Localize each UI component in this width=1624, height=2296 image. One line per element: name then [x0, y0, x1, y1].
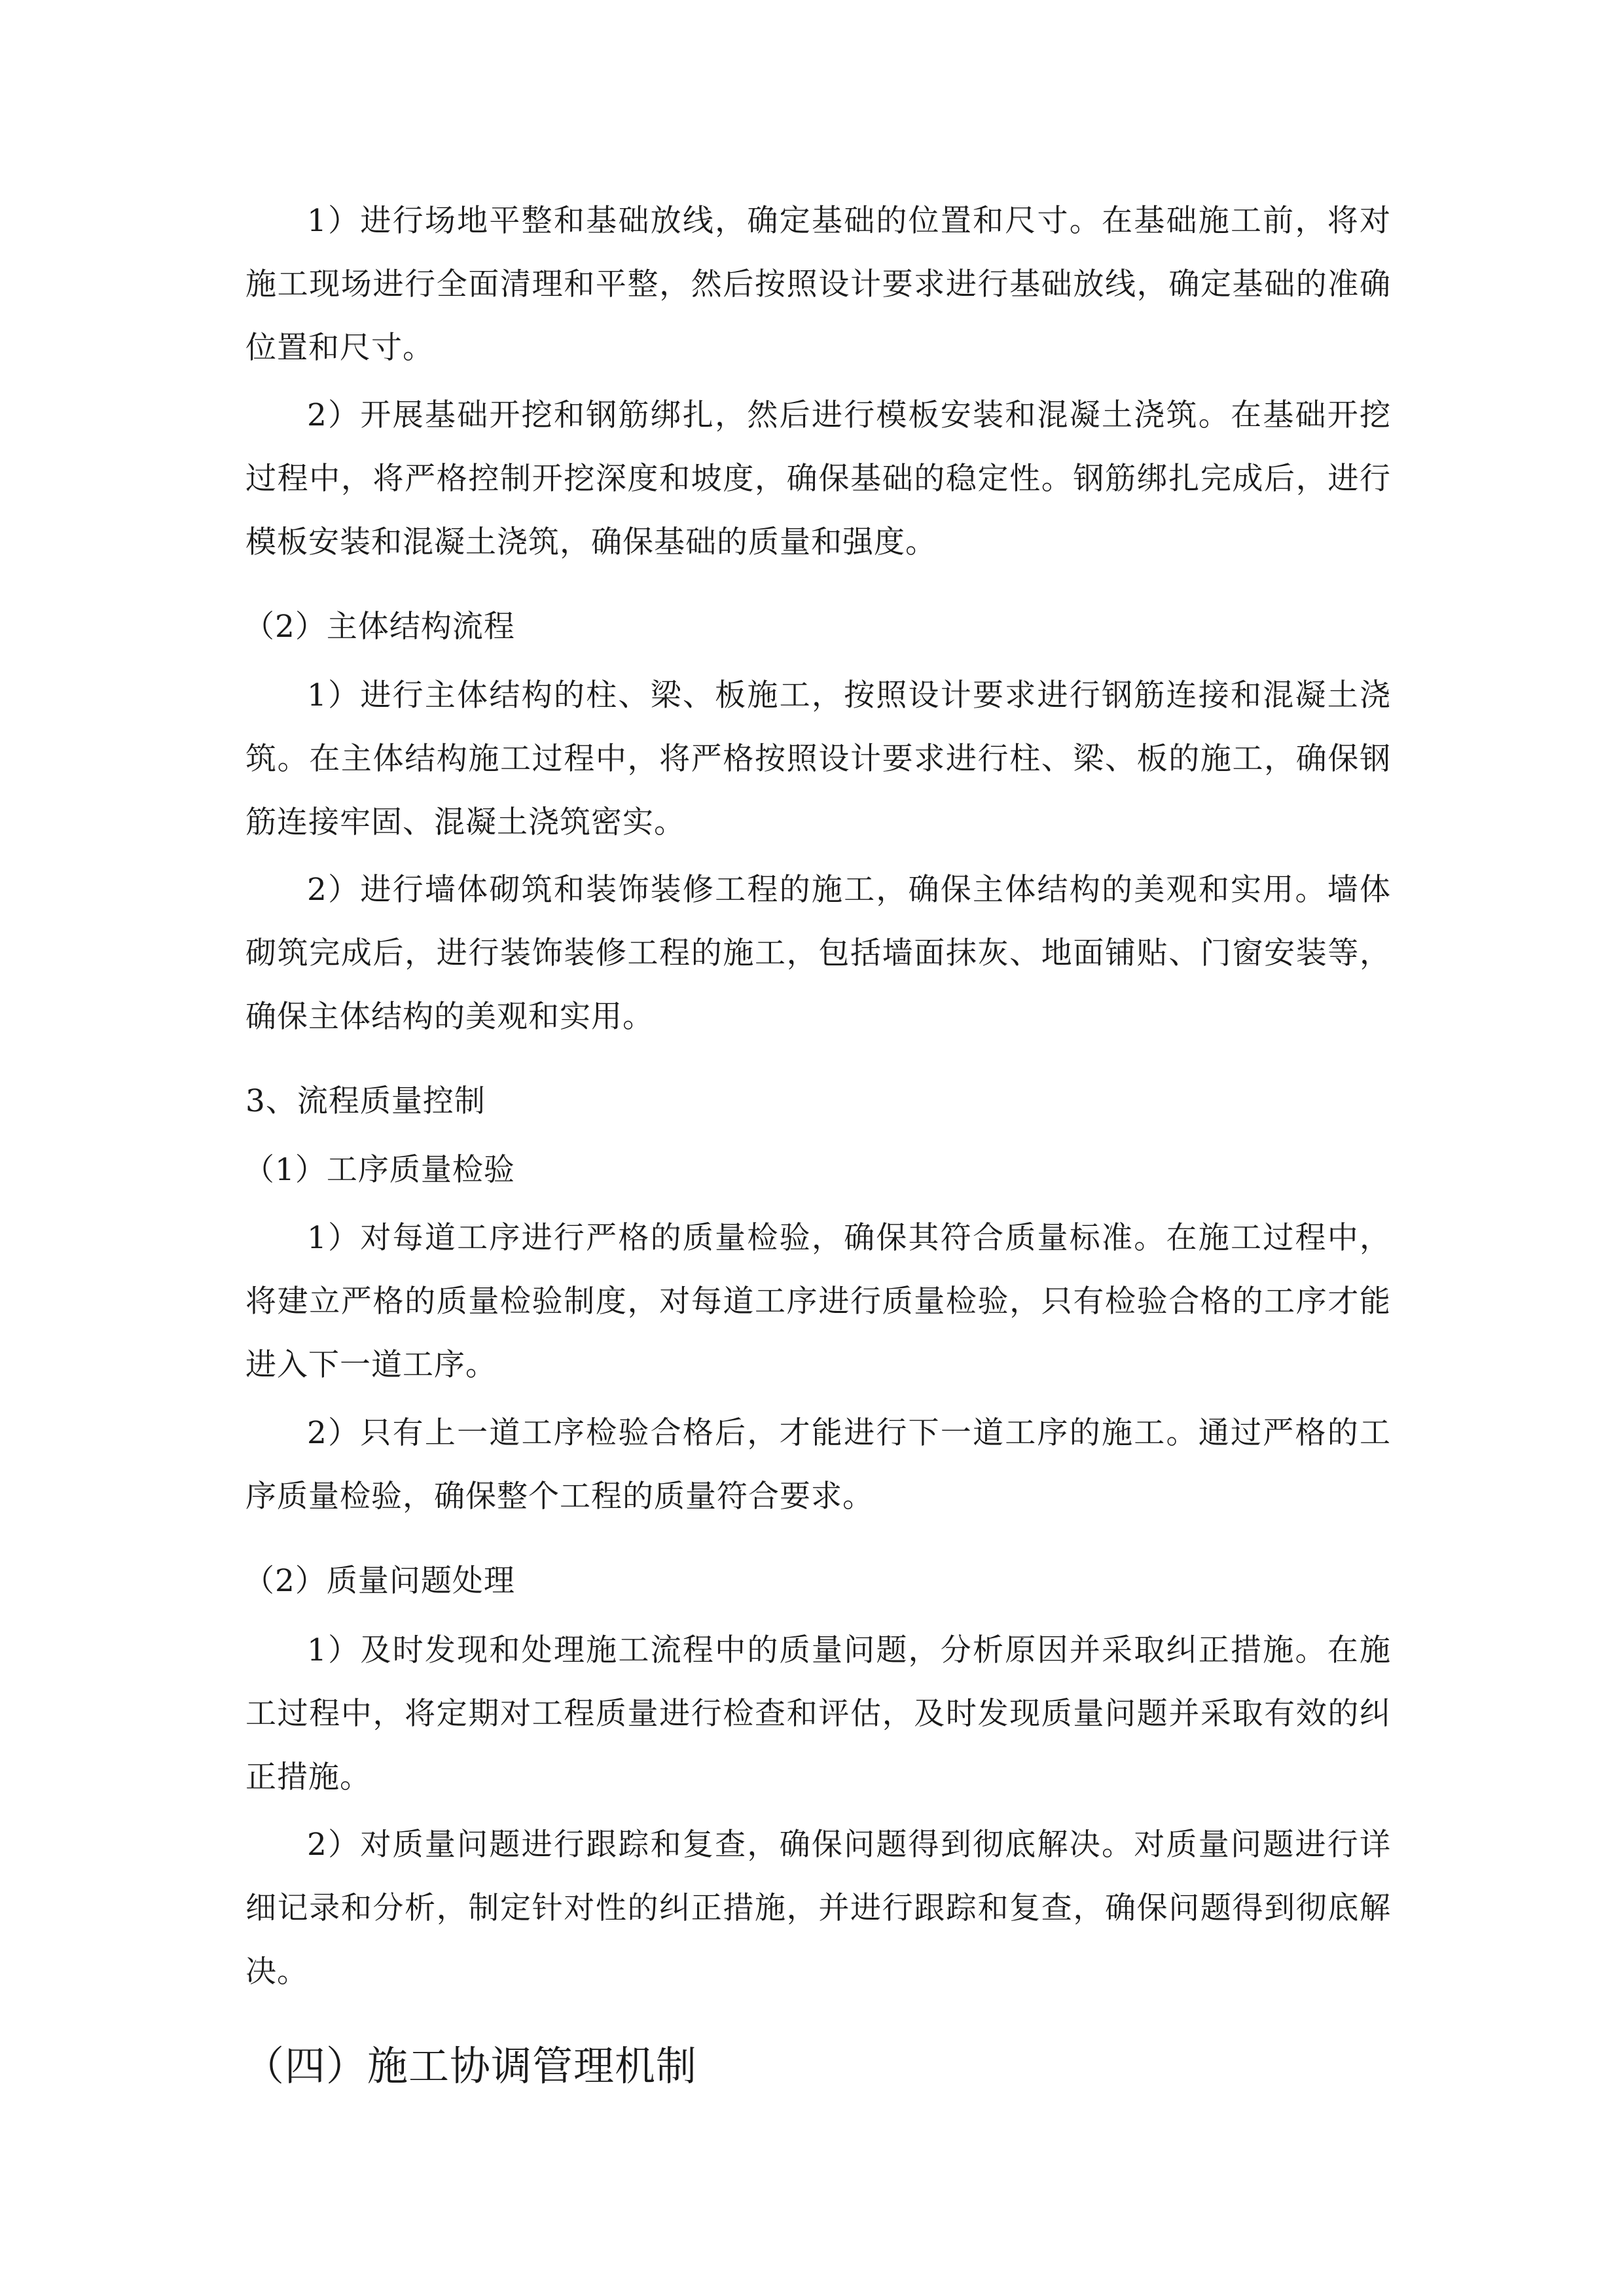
quality-control-heading: 3、流程质量控制 — [245, 1083, 486, 1119]
next-chapter-heading: （四）施工协调管理机制 — [244, 2042, 698, 2090]
issues-step-1: 1）及时发现和处理施工流程中的质量问题，分析原因并采取纠正措施。在施工过程中，将定期对工程质量进行检查和评估，及时发现质量问题并采取有效的纠正措施。 — [245, 1632, 1391, 1795]
foundation-step-1: 1）进行场地平整和基础放线，确定基础的位置和尺寸。在基础施工前，将对施工现场进行全面清理和平整，然后按照设计要求进行基础放线，确定基础的准确位置和尺寸。 — [245, 203, 1391, 366]
foundation-step-2: 2）开展基础开挖和钢筋绑扎，然后进行模板安装和混凝土浇筑。在基础开挖过程中，将严格控制开挖深度和坡度，确保基础的稳定性。钢筋绑扎完成后，进行模板安装和混凝土浇筑，确保基础的质量和强度。 — [245, 397, 1391, 560]
main-structure-step-1: 1）进行主体结构的柱、梁、板施工，按照设计要求进行钢筋连接和混凝土浇筑。在主体结构施工过程中，将严格按照设计要求进行柱、梁、板的施工，确保钢筋连接牢固、混凝土浇筑密实。 — [245, 677, 1391, 840]
inspection-step-2: 2）只有上一道工序检验合格后，才能进行下一道工序的施工。通过严格的工序质量检验，确保整个工程的质量符合要求。 — [245, 1415, 1391, 1515]
issues-heading: （2）质量问题处理 — [244, 1563, 515, 1599]
main-structure-step-2: 2）进行墙体砌筑和装饰装修工程的施工，确保主体结构的美观和实用。墙体砌筑完成后，进行装饰装修工程的施工，包括墙面抹灰、地面铺贴、门窗安装等，确保主体结构的美观和实用。 — [245, 872, 1391, 1035]
inspection-step-1: 1）对每道工序进行严格的质量检验，确保其符合质量标准。在施工过程中，将建立严格的质量检验制度，对每道工序进行质量检验，只有检验合格的工序才能进入下一道工序。 — [245, 1220, 1391, 1383]
inspection-heading: （1）工序质量检验 — [244, 1152, 515, 1188]
issues-step-2: 2）对质量问题进行跟踪和复查，确保问题得到彻底解决。对质量问题进行详细记录和分析，制定针对性的纠正措施，并进行跟踪和复查，确保问题得到彻底解决。 — [245, 1827, 1391, 1990]
main-structure-heading: （2）主体结构流程 — [244, 609, 515, 645]
